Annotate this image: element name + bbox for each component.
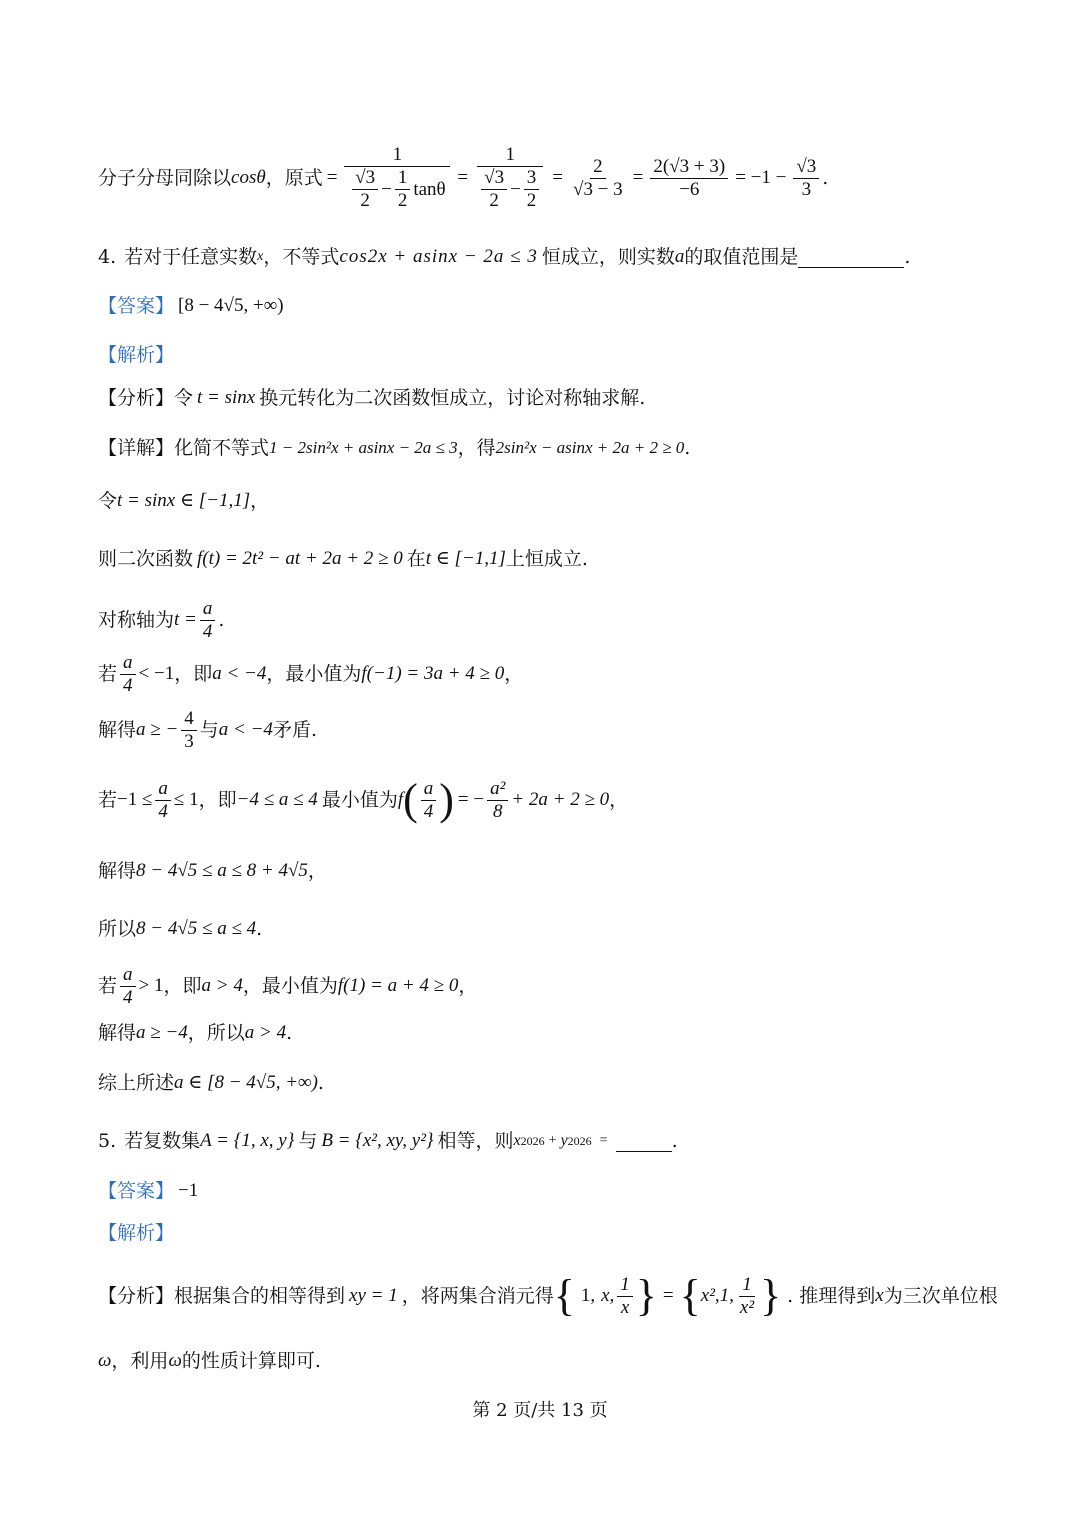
text: 综上所述 xyxy=(98,1072,175,1094)
text: 最小值为 xyxy=(321,789,398,811)
step-10 xyxy=(98,1020,292,1046)
text: ，即 xyxy=(163,975,202,997)
step-11-conclusion xyxy=(98,1070,324,1096)
math: a ∈ [8 − 4√5, +∞) xyxy=(174,1072,318,1093)
fraction xyxy=(487,778,508,823)
text: ，原式 xyxy=(265,167,323,189)
text: ， xyxy=(609,789,629,811)
numerator: a xyxy=(120,652,136,675)
math: t = xyxy=(174,609,197,630)
equals-sign: = xyxy=(457,167,469,188)
equals-sign: = xyxy=(552,167,564,188)
math: −4 ≤ a ≤ 4 xyxy=(236,789,318,810)
set-a: A = {1, x, y} xyxy=(200,1130,295,1151)
math: a > 4 xyxy=(201,975,243,996)
period: . xyxy=(904,246,911,268)
text: 矛盾. xyxy=(272,719,317,741)
text: ，不等式 xyxy=(263,246,340,268)
math: + 2a + 2 ≥ 0 xyxy=(511,789,610,810)
numerator: 4 xyxy=(181,708,197,731)
fraction xyxy=(155,778,171,823)
text: ，利用 xyxy=(111,1350,169,1372)
text: 相等，则 xyxy=(437,1130,514,1152)
exponent: 2026 xyxy=(520,1134,545,1148)
fraction-numerator: 1 xyxy=(477,144,543,167)
answer-label: 【答案】 xyxy=(98,1180,175,1202)
denominator: 4 xyxy=(158,800,168,822)
math: x²,1, xyxy=(700,1285,734,1306)
denominator: 2 xyxy=(526,190,537,211)
text: ， xyxy=(458,975,478,997)
text: ， xyxy=(250,490,270,512)
fraction-numerator: 1 xyxy=(344,144,450,167)
math: t ∈ [−1,1] xyxy=(425,548,506,569)
math: a > 4 xyxy=(244,1022,287,1043)
text: ，将两集合消元得 xyxy=(401,1285,554,1307)
fraction-numerator: 2 xyxy=(590,156,606,179)
plus: + xyxy=(548,1133,557,1148)
text: 为三次单位根 xyxy=(883,1285,998,1307)
text: ，最小值为 xyxy=(242,975,338,997)
fraction-denominator: −6 xyxy=(679,178,700,200)
result-text: = −1 − xyxy=(735,167,787,188)
inequality: cos2x + asinx − 2a ≤ 3 xyxy=(339,246,538,267)
numerator: a xyxy=(421,778,437,801)
denominator: 2 xyxy=(489,190,499,211)
var-x: x xyxy=(257,249,264,264)
text: 的性质计算即可. xyxy=(181,1350,321,1372)
text: 的取值范围是 xyxy=(684,246,799,268)
fraction-3 xyxy=(570,156,626,201)
step-8 xyxy=(98,916,262,942)
numerator: 1 xyxy=(395,167,411,190)
fraction xyxy=(120,652,136,697)
detail-label: 【详解】 xyxy=(98,437,175,459)
equals-sign: = xyxy=(662,1285,674,1306)
math: a < −4 xyxy=(218,719,273,740)
q4-analysis xyxy=(98,385,645,411)
answer-blank xyxy=(798,247,904,268)
step-6: 若 −1 ≤ $\frac{a}{4}$ ≤ 1 ，即 −4 ≤ a ≤ 4 最小值为 f ( $\frac{a}{4}$ ) = − $\frac{\text{a²}}{8}$ + 2a + 2 ≥ 0 ， xyxy=(98,775,629,824)
period: . xyxy=(218,609,225,631)
period: . xyxy=(822,167,829,189)
q5-analysis: 【分析】 根据集合的相等得到 xy = 1 ，将两集合消元得 { 1, x, $\frac{1}{x}$ } = { x²,1, $\frac{1}{\text{x²}}$ } . 推理得到 x 为三次单位根 xyxy=(98,1271,998,1320)
q4-answer xyxy=(98,293,284,319)
fraction-1 xyxy=(344,144,450,212)
denominator: x² xyxy=(739,1296,755,1318)
numerator: a xyxy=(120,964,136,987)
text: 与 xyxy=(199,719,219,741)
text: 分子分母同除以 xyxy=(98,167,232,189)
equals-sign: = xyxy=(632,167,644,188)
step-5 xyxy=(98,706,317,754)
q4-detail xyxy=(98,435,690,461)
analysis-label: 【分析】 xyxy=(98,387,175,409)
step-7 xyxy=(98,858,327,884)
explanation-label: 【解析】 xyxy=(98,344,175,366)
q5-jiexi xyxy=(98,1220,174,1246)
var-x: x xyxy=(875,1285,884,1306)
denominator: x xyxy=(620,1296,630,1318)
text: 令 xyxy=(174,387,194,409)
math: ≤ 1 xyxy=(173,789,199,810)
text: 根据集合的相等得到 xyxy=(174,1285,346,1307)
text: 若复数集 xyxy=(124,1130,201,1152)
text: 恒成立，则实数 xyxy=(541,246,675,268)
numerator: 1 xyxy=(617,1274,633,1297)
numerator: a xyxy=(155,778,171,801)
text: ， xyxy=(504,663,524,685)
q5-analysis-continued xyxy=(98,1348,321,1374)
text: . xyxy=(317,1072,324,1094)
math: t = sinx ∈ [−1,1] xyxy=(117,490,251,511)
text: ，即 xyxy=(174,663,213,685)
text: 令 xyxy=(98,490,118,512)
q4-jiexi xyxy=(98,342,174,368)
math: > 1 xyxy=(138,975,164,996)
fraction-2 xyxy=(475,144,545,212)
fraction xyxy=(120,964,136,1009)
denominator: 4 xyxy=(123,674,133,696)
math: 8 − 4√5 ≤ a ≤ 4 xyxy=(136,918,257,939)
fraction xyxy=(617,1274,633,1319)
q5-answer xyxy=(98,1178,198,1204)
fraction xyxy=(200,598,216,643)
question-number: 4. xyxy=(98,246,117,268)
step-9 xyxy=(98,962,477,1010)
numerator: 3 xyxy=(524,167,540,190)
math: 1, xyxy=(580,1285,596,1306)
text: 与 xyxy=(298,1130,318,1152)
var-x: x xyxy=(513,1132,521,1149)
question-number: 5. xyxy=(98,1130,117,1152)
math: f(1) = a + 4 ≥ 0 xyxy=(337,975,459,996)
text: 所以 xyxy=(98,918,137,940)
text: 若 xyxy=(98,663,118,685)
text: 若 xyxy=(98,789,118,811)
numerator: √3 xyxy=(352,167,378,190)
simplification-line xyxy=(98,128,828,228)
fraction xyxy=(737,1274,757,1319)
equals-sign: = xyxy=(326,167,338,188)
tan-theta: tanθ xyxy=(413,178,446,200)
fraction-denominator xyxy=(346,167,448,212)
text: . 推理得到 xyxy=(787,1285,876,1307)
answer-label: 【答案】 xyxy=(98,295,175,317)
var-a: a xyxy=(674,246,685,267)
equals-sign: = xyxy=(599,1133,608,1148)
text: 则二次函数 xyxy=(98,548,194,570)
substitution: t = sinx xyxy=(197,387,256,408)
math: f(−1) = 3a + 4 ≥ 0 xyxy=(361,663,505,684)
answer-blank xyxy=(616,1131,672,1152)
math: −1 ≤ xyxy=(117,789,153,810)
minus: − xyxy=(510,178,521,200)
fraction-numerator: √3 xyxy=(793,156,819,179)
text: 化简不等式 xyxy=(174,437,270,459)
question-4 xyxy=(98,244,910,270)
period: . xyxy=(671,1130,678,1152)
math: f(t) = 2t² − at + 2a + 2 ≥ 0 xyxy=(197,548,403,569)
text: . xyxy=(256,918,263,940)
inequality: 2sin²x − asinx + 2a + 2 ≥ 0 xyxy=(495,438,685,457)
text: 解得 xyxy=(98,1022,137,1044)
fraction-numerator: 2(√3 + 3) xyxy=(650,156,728,179)
text: ， xyxy=(307,860,327,882)
set-b: B = {x², xy, y²} xyxy=(321,1130,434,1151)
question-5 xyxy=(98,1128,678,1154)
text: ，即 xyxy=(198,789,237,811)
analysis-label: 【分析】 xyxy=(98,1285,175,1307)
fraction-denominator: 3 xyxy=(801,178,812,200)
numerator: 1 xyxy=(739,1274,755,1297)
math: x, xyxy=(601,1285,615,1306)
omega-symbol: ω xyxy=(168,1350,182,1371)
answer-value: −1 xyxy=(178,1180,199,1201)
answer-value: [8 − 4√5, +∞) xyxy=(178,295,284,316)
math-cos-theta: cosθ xyxy=(231,167,266,188)
minus: − xyxy=(381,178,392,200)
math: xy = 1 xyxy=(349,1285,398,1306)
text: 在 xyxy=(406,548,426,570)
denominator: 4 xyxy=(123,986,133,1008)
inequality: 1 − 2sin²x + asinx − 2a ≤ 3 xyxy=(269,438,458,457)
exponent: 2026 xyxy=(567,1134,592,1148)
text: 上恒成立. xyxy=(505,548,588,570)
denominator: 2 xyxy=(360,190,370,211)
denominator: 2 xyxy=(397,190,408,211)
fraction-denominator xyxy=(475,167,545,212)
math: f xyxy=(397,789,404,810)
math: a ≥ − xyxy=(136,719,179,740)
math: = − xyxy=(457,789,485,810)
denominator: 4 xyxy=(202,620,213,642)
fraction-denominator: √3 − 3 xyxy=(573,178,623,200)
fraction-result xyxy=(793,156,819,201)
text: 换元转化为二次函数恒成立，讨论对称轴求解. xyxy=(259,387,646,409)
fraction xyxy=(181,708,197,753)
text: ，所以 xyxy=(187,1022,245,1044)
explanation-label: 【解析】 xyxy=(98,1222,175,1244)
denominator: 4 xyxy=(423,800,434,822)
numerator: a xyxy=(200,598,216,621)
text: ，最小值为 xyxy=(266,663,362,685)
step-2 xyxy=(98,546,588,572)
denominator: 8 xyxy=(492,800,503,822)
numerator: a² xyxy=(487,778,508,801)
omega-symbol: ω xyxy=(98,1350,112,1371)
var-y: y xyxy=(560,1132,568,1149)
text: ，得 xyxy=(457,437,496,459)
step-1 xyxy=(98,488,269,514)
numerator: √3 xyxy=(481,167,507,190)
text: 若 xyxy=(98,975,118,997)
text: 若对于任意实数 xyxy=(124,246,258,268)
text: . xyxy=(286,1022,293,1044)
text: 解得 xyxy=(98,719,137,741)
fraction xyxy=(421,778,437,823)
page-footer: 第 2 页/共 13 页 xyxy=(472,1400,608,1421)
period: . xyxy=(684,437,691,459)
step-4 xyxy=(98,650,523,698)
fraction-4 xyxy=(650,156,728,201)
denominator: 3 xyxy=(184,730,194,752)
math: a ≥ −4 xyxy=(136,1022,188,1043)
math: 8 − 4√5 ≤ a ≤ 8 + 4√5 xyxy=(136,860,308,881)
math: < −1 xyxy=(138,663,175,684)
text: 解得 xyxy=(98,860,137,882)
step-3 xyxy=(98,596,224,644)
math: a < −4 xyxy=(212,663,267,684)
text: 对称轴为 xyxy=(98,609,175,631)
